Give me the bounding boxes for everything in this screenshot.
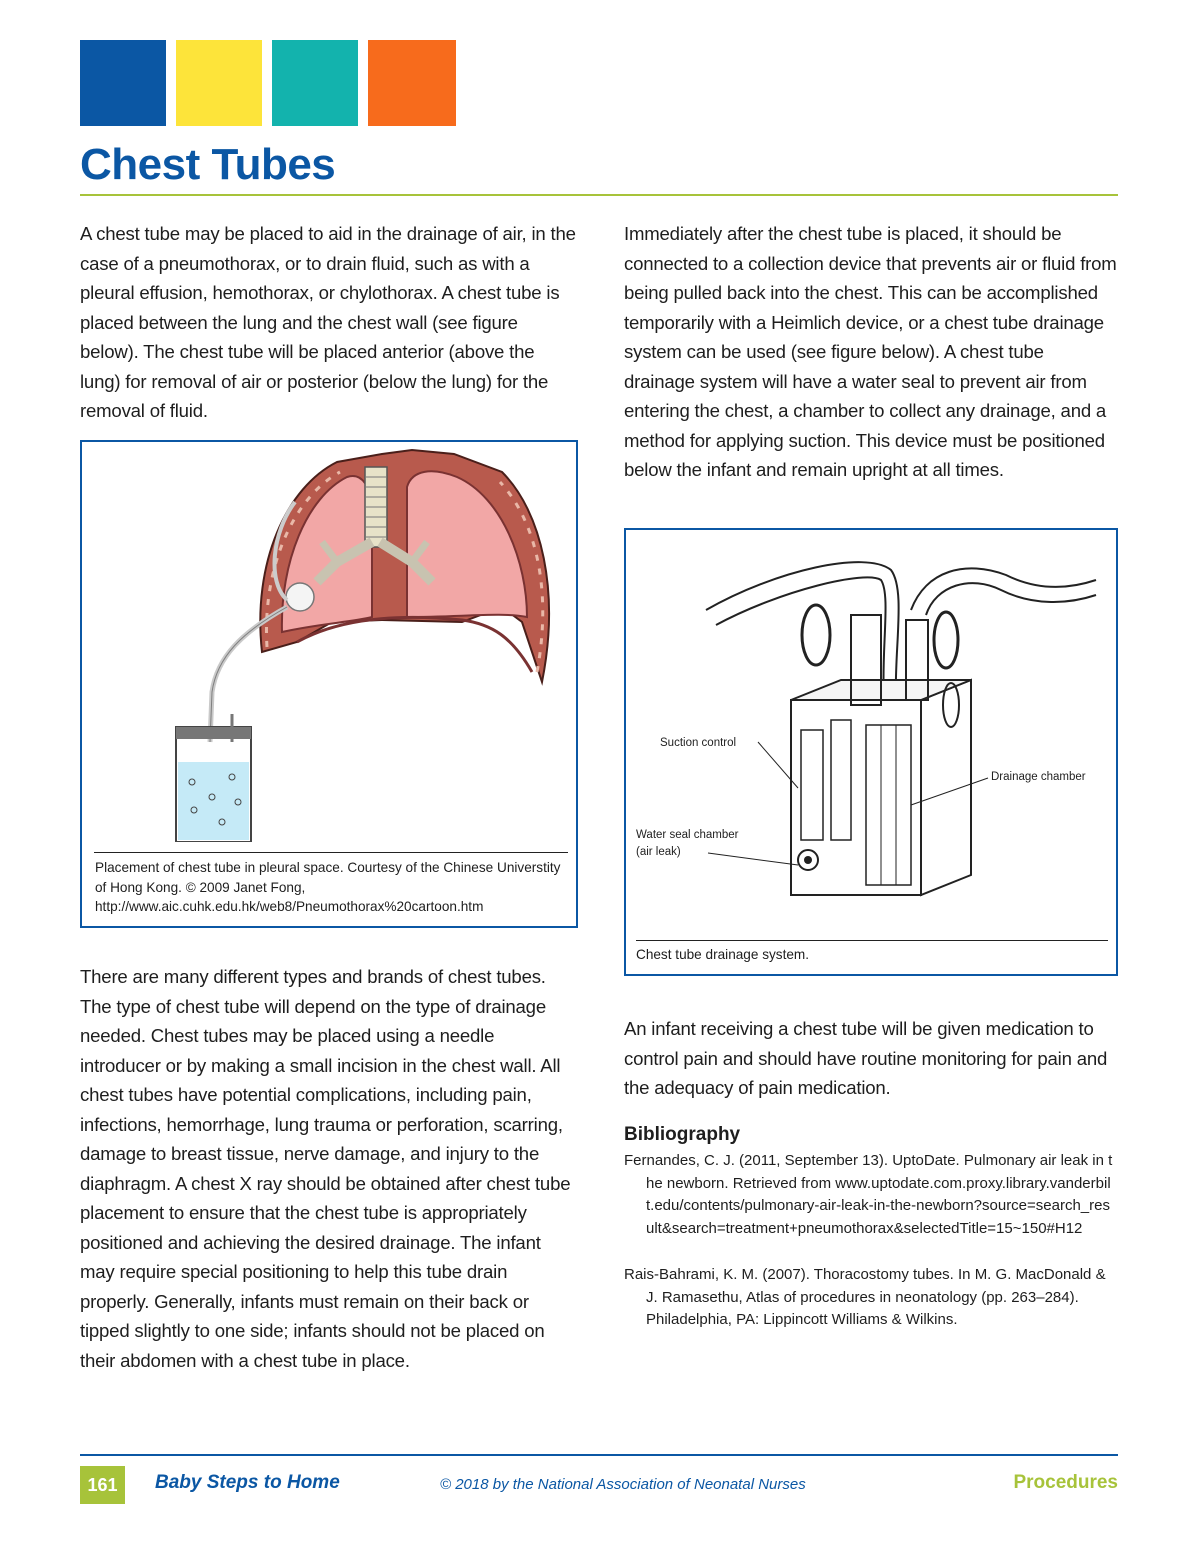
page-title: Chest Tubes (80, 140, 336, 189)
figure-caption-rule (636, 940, 1108, 941)
right-intro-paragraph: Immediately after the chest tube is placed, it should be connected to a collection device that prevents air or fluid from being pulled back into the chest. This can be accomplished temporarily with a Heimlich device, or a chest tube drainage system can be used (see figure below). A chest tube drainage system will have a water seal to prevent air from entering the chest, a chamber to collect any drainage, and a method for applying suction. This device must be positioned below the infant and remain upright at all times. (624, 223, 1117, 480)
color-block-teal (272, 40, 358, 126)
drainage-system-illustration (626, 530, 1116, 930)
drainage-chamber-label: Drainage chamber (991, 771, 1086, 783)
bibliography-entry: Fernandes, C. J. (2011, September 13). UptoDate. Pulmonary air leak in the newborn. Retrieved from www.uptodate.com.proxy.library.vanderbilt.edu/contents/pulmonary-air-leak-in-the-newborn?source=search_result&search=treatment+pneumothorax&selectedTitle=15~150#H12 (624, 1152, 1113, 1237)
lung-chest-tube-illustration (82, 442, 576, 842)
suction-control-label: Suction control (660, 737, 737, 749)
footer-brand: Baby Steps to Home (155, 1472, 340, 1493)
figure-caption: Placement of chest tube in pleural space. Courtesy of the Chinese Universtity of Hong Kong. © 2009 Janet Fong, http://www.aic.cuhk.edu.hk/web8/Pneumothorax%20cartoon.htm (95, 860, 561, 914)
color-block-yellow (176, 40, 262, 126)
color-block-orange (368, 40, 456, 126)
right-body-paragraph: An infant receiving a chest tube will be given medication to control pain and should have routine monitoring for pain and the adequacy of pain medication. (624, 1018, 1108, 1098)
title-rule (80, 194, 1118, 196)
bibliography-entry: Rais-Bahrami, K. M. (2007). Thoracostomy tubes. In M. G. MacDonald & J. Ramasethu, Atlas of procedures in neonatology (pp. 263–284). Philadelphia, PA: Lippincott Williams & Wilkins. (624, 1266, 1106, 1328)
footer-section-name: Procedures (1013, 1472, 1118, 1493)
footer-rule (80, 1454, 1118, 1456)
bibliography-heading: Bibliography (624, 1124, 741, 1145)
drainage-system-figure (624, 528, 1118, 976)
footer-copyright: © 2018 by the National Association of Neonatal Nurses (440, 1476, 806, 1493)
chest-tube-placement-figure (80, 440, 578, 928)
water-seal-label-line2: (air leak) (636, 846, 681, 858)
page-number: 161 (80, 1466, 125, 1504)
figure-caption-rule (94, 852, 568, 853)
color-block-blue (80, 40, 166, 126)
figure-caption: Chest tube drainage system. (636, 947, 810, 962)
water-seal-label-line1: Water seal chamber (636, 829, 739, 841)
left-intro-paragraph: A chest tube may be placed to aid in the drainage of air, in the case of a pneumothorax, or to drain fluid, such as with a pleural effusion, hemothorax, or chylothorax. A chest tube is placed between the lung and the chest wall (see figure below). The chest tube will be placed anterior (above the lung) for removal of air or posterior (below the lung) for the removal of fluid. (80, 223, 576, 421)
left-body-paragraph: There are many different types and brands of chest tubes. The type of chest tube will depend on the type of drainage needed. Chest tubes may be placed using a needle introducer or by making a small incision in the chest wall. All chest tubes have potential complications, including pain, infections, hemorrhage, lung trauma or perforation, scarring, damage to breast tissue, nerve damage, and injury to the diaphragm. A chest X ray should be obtained after chest tube placement to ensure that the chest tube is appropriately positioned and achieving the desired drainage. The infant may require special positioning to help this tube drain properly. Generally, infants must remain on their back or tipped slightly to one side; infants should not be placed on their abdomen with a chest tube in place. (80, 966, 571, 1371)
